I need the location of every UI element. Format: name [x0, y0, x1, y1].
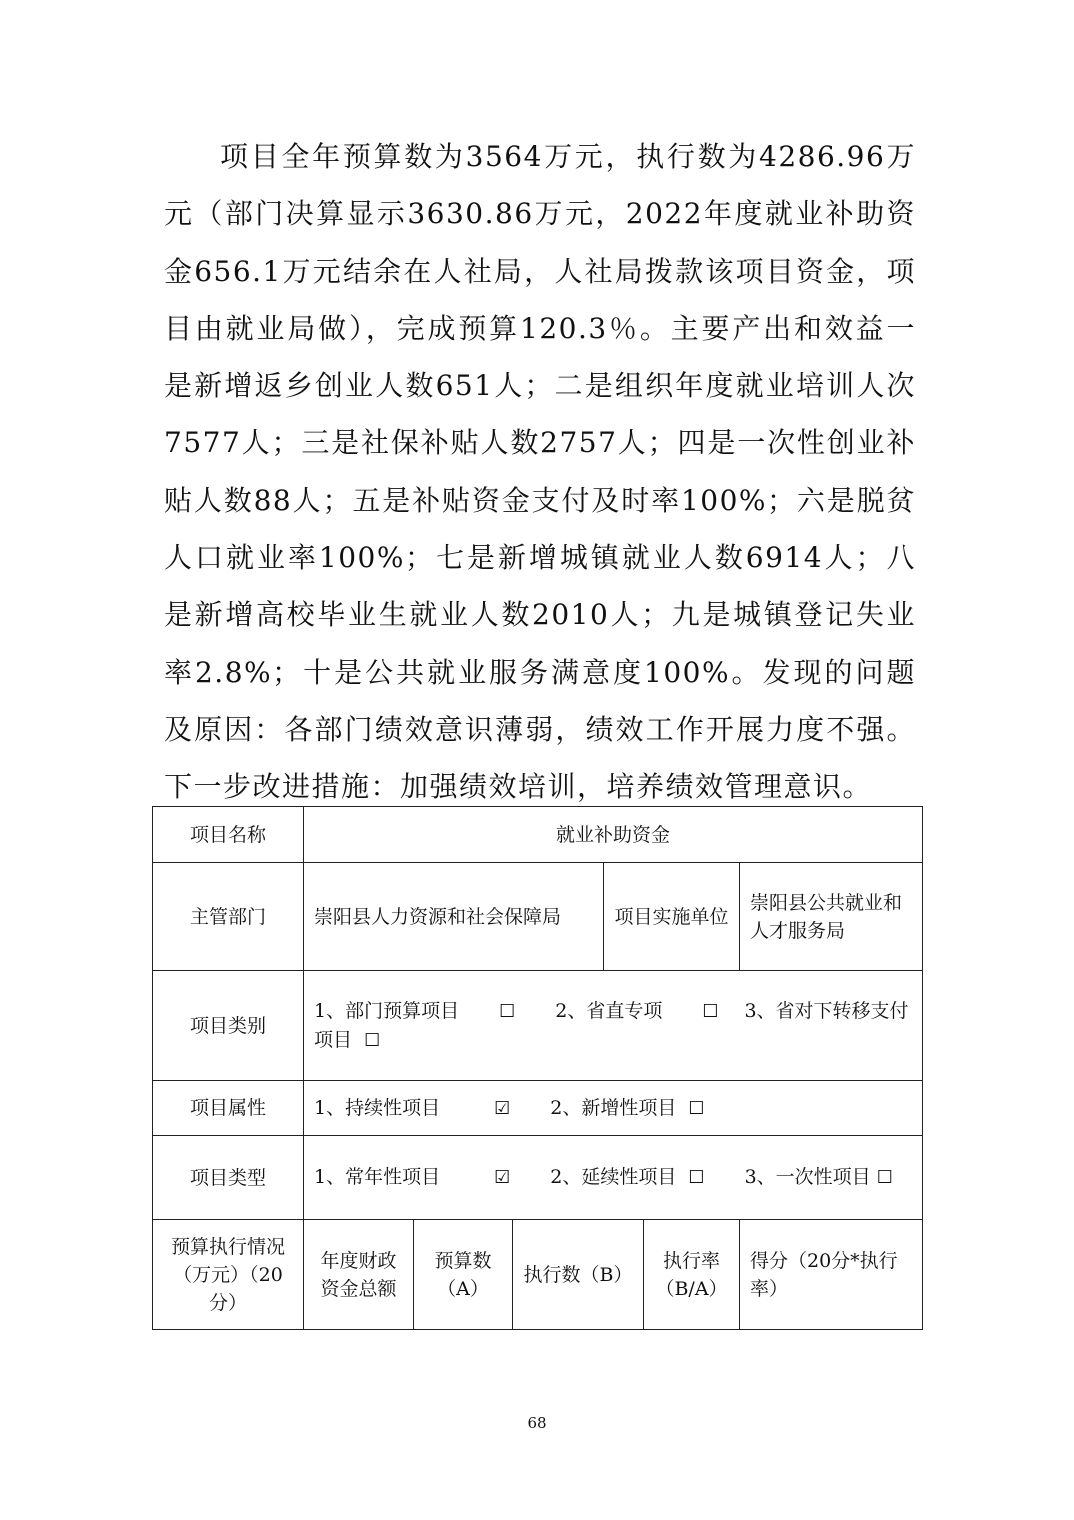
col-rate: 执行率（B/A） [644, 1220, 740, 1330]
checkbox-unchecked-icon: ☐ [364, 1029, 381, 1051]
type-label: 项目类型 [153, 1136, 304, 1220]
checkbox-checked-icon: ☑ [494, 1167, 511, 1188]
body-paragraph: 项目全年预算数为3564万元，执行数为4286.96万元（部门决算显示3630.86万元，2022年度就业补助资金656.1万元结余在人社局，人社局拨款该项目资金，项目由就业局做），完成预算120.3％。主要产出和效益一是新增返乡创业人数651人；二是组织年度就业培训人次7577人；三是社保补贴人数2757人；四是一次性创业补贴人数88人；五是补贴资金支付及时率100%；六是脱贫人口就业率100%；七是新增城镇就业人数6914人；八是新增高校毕业生就业人数2010人；九是城镇登记失业率2.8%；十是公共就业服务满意度100%。发现的问题及原因：各部门绩效意识薄弱，绩效工作开展力度不强。下一步改进措施：加强绩效培训，培养绩效管理意识。 [164, 140, 916, 804]
type-option-onetime: 3、一次性项目 [744, 1166, 871, 1188]
category-option-provincial: 2、省直专项 [555, 999, 663, 1022]
col-executed: 执行数（B） [513, 1220, 644, 1330]
row-attribute [153, 1081, 923, 1136]
row-department [153, 863, 923, 971]
checkbox-unchecked-icon: ☐ [688, 1167, 705, 1188]
project-name-label: 项目名称 [153, 807, 304, 863]
budget-label: 预算执行情况（万元）（20分） [153, 1220, 304, 1330]
attribute-option-continuing: 1、持续性项目 [314, 1096, 441, 1119]
project-name-value: 就业补助资金 [304, 807, 923, 863]
type-options [304, 1136, 923, 1220]
checkbox-unchecked-icon: ☐ [876, 1167, 893, 1188]
type-option-extended: 2、延续性项目 [550, 1166, 677, 1188]
row-budget-execution [153, 1220, 923, 1330]
col-score: 得分（20分*执行率） [740, 1220, 923, 1330]
col-budget: 预算数（A） [414, 1220, 513, 1330]
type-option-annual: 1、常年性项目 [314, 1166, 441, 1188]
row-project-name [153, 807, 923, 863]
attribute-option-new: 2、新增性项目 [550, 1096, 677, 1119]
dept-label: 主管部门 [153, 863, 304, 971]
row-category [153, 971, 923, 1081]
project-info-table [152, 806, 923, 1330]
attribute-options [304, 1081, 923, 1136]
dept-value: 崇阳县人力资源和社会保障局 [304, 863, 604, 971]
category-option-dept-budget: 1、部门预算项目 [314, 999, 460, 1022]
attribute-label: 项目属性 [153, 1081, 304, 1136]
category-options [304, 971, 923, 1081]
row-type [153, 1136, 923, 1220]
impl-unit-value: 崇阳县公共就业和人才服务局 [740, 863, 923, 971]
checkbox-checked-icon: ☑ [494, 1097, 511, 1119]
category-option-transfer: 3、省对下转移支付项目 [314, 999, 909, 1051]
page-number: 68 [527, 1414, 547, 1432]
category-label: 项目类别 [153, 971, 304, 1081]
col-annual-funds: 年度财政资金总额 [304, 1220, 414, 1330]
checkbox-unchecked-icon: ☐ [688, 1097, 705, 1119]
checkbox-unchecked-icon: ☐ [702, 1000, 719, 1022]
checkbox-unchecked-icon: ☐ [499, 1000, 516, 1022]
impl-unit-label: 项目实施单位 [604, 863, 740, 971]
